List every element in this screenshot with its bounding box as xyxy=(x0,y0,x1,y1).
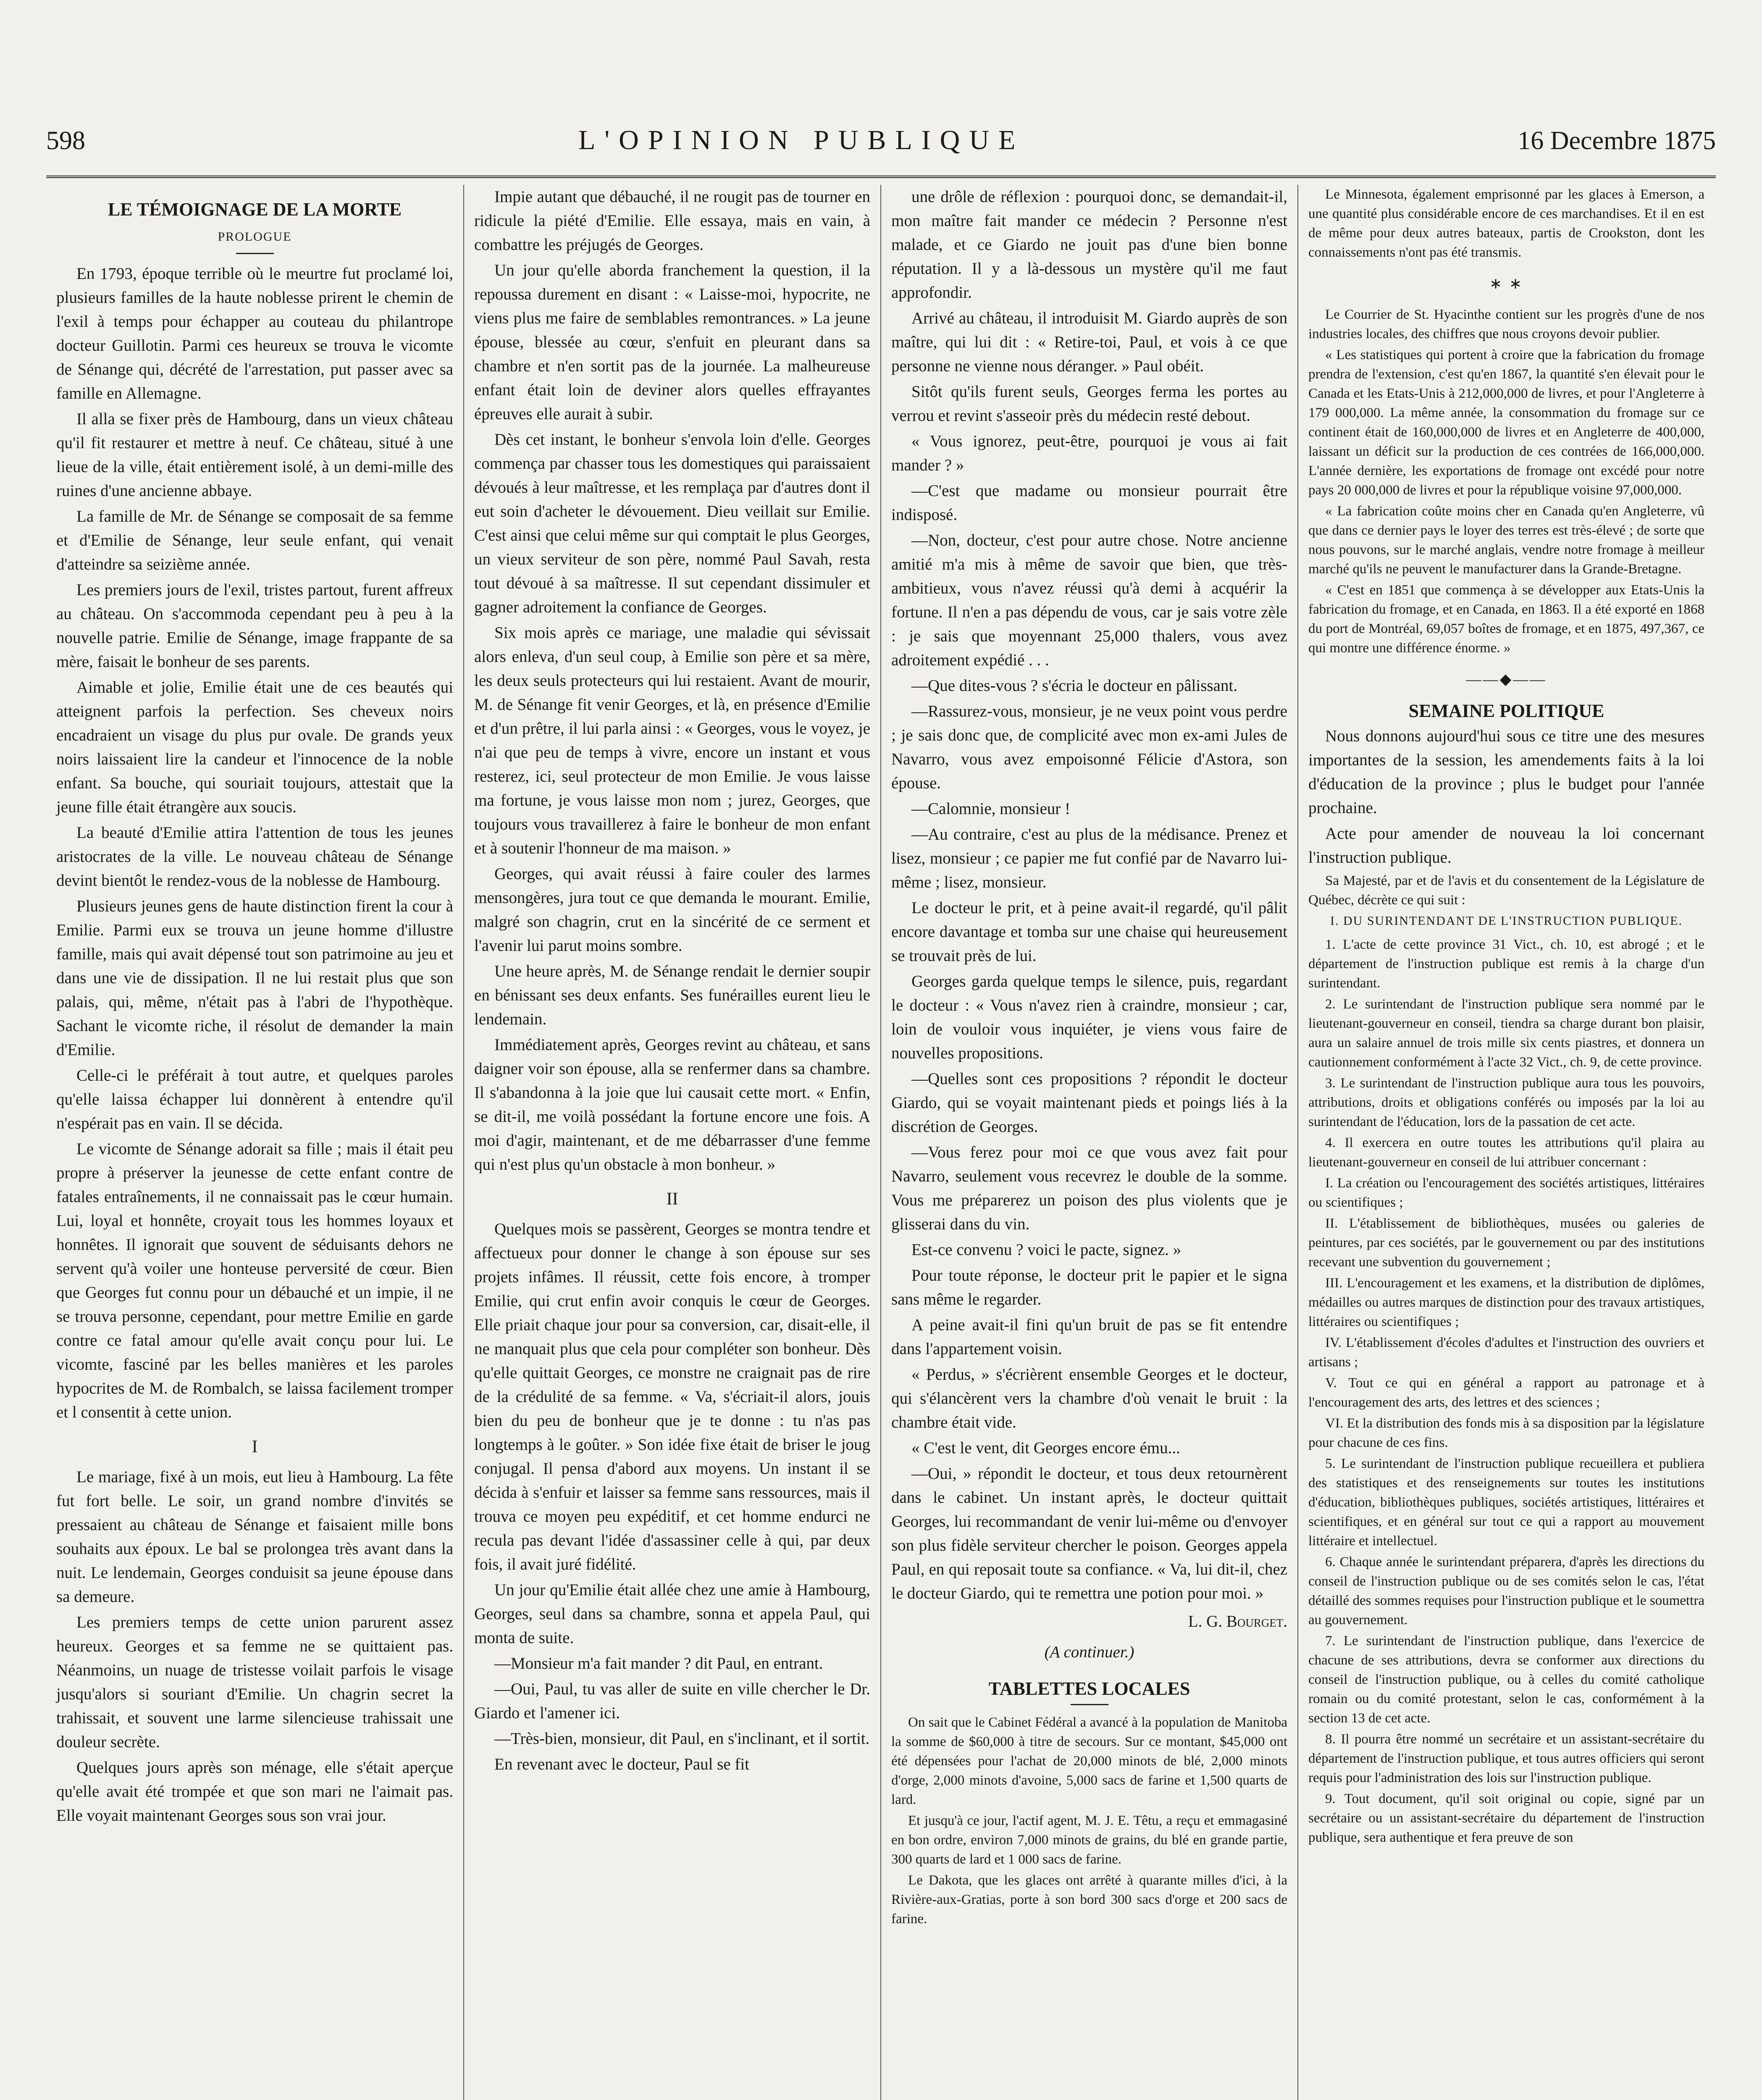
column-1 xyxy=(46,185,463,2100)
paragraph: En 1793, époque terrible où le meurtre fut proclamé loi, plusieurs familles de la haute noblesse prirent le chemin de l'exil à temps pour échapper au couteau du philantrope docteur Guillotin. Parmi ces heureux se trouva le vicomte de Sénange qui, décrété de l'arrestation, put passer avec sa famille en Allemagne. xyxy=(56,265,453,402)
article-item: VI. Et la distribution des fonds mis à sa disposition par la législature pour chacune de ces fins. xyxy=(1308,1416,1704,1450)
divider xyxy=(1071,1704,1108,1705)
paragraph: —Monsieur m'a fait mander ? dit Paul, en entrant. xyxy=(494,1654,823,1672)
article: 6. Chaque année le surintendant préparera, d'après les directions du conseil de l'instruction publique ou de ses comités selon le cas, l'état détaillé des sommes requises pour l'instruction publique et le soumettra au gouvernement. xyxy=(1308,1554,1704,1628)
paragraph: Le Minnesota, également emprisonné par les glaces à Emerson, a une quantité plus considérable encore de ces marchandises. Et il en est de même pour deux autres bateaux, partis de Crookston, dont les connaissements n'ont pas été transmis. xyxy=(1308,187,1704,260)
paragraph: « Vous ignorez, peut-être, pourquoi je vous ai fait mander ? » xyxy=(891,432,1287,474)
article-item: III. L'encouragement et les examens, et la distribution de diplômes, médailles ou autres marques de distinction pour des travaux artistiques, littéraires ou scientifiques ; xyxy=(1308,1276,1704,1329)
paragraph: « C'est en 1851 que commença à se développer aux Etats-Unis la fabrication du fromage, et en Canada, en 1863. Il a été exporté en 1868 du port de Montréal, 69,057 boîtes de fromage, et en 1875, 497,367, ce qui montre une différence énorme. » xyxy=(1308,583,1704,656)
paragraph: On sait que le Cabinet Fédéral a avancé à la population de Manitoba la somme de $60,000 à titre de secours. Sur ce montant, $45,000 ont été dépensées pour l'achat de 20,000 minots de blé, 2,000 minots d'orge, 2,000 minots d'avoine, 5,000 sacs de farine et 1,500 quarts de lard. xyxy=(891,1715,1287,1807)
chapter-number: II xyxy=(666,1189,678,1209)
paragraph: « La fabrication coûte moins cher en Canada qu'en Angleterre, vû que dans ce dernier pays le loyer des terres est très-élevé ; de sorte que nous pouvons, sur le marché anglais, vendre notre fromage à meilleur marché qu'ils ne peuvent le manufacturer dans la Grande-Bretagne. xyxy=(1308,504,1704,577)
columns xyxy=(46,185,1716,2100)
author-signature: L. G. Bourget. xyxy=(1188,1612,1287,1630)
ornament-divider-icon: ——◆—— xyxy=(1466,671,1547,688)
asterism-icon: ∗ ∗ xyxy=(1489,275,1524,292)
divider xyxy=(236,253,274,254)
paragraph: « C'est le vent, dit Georges encore ému... xyxy=(911,1439,1180,1457)
paragraph: Dès cet instant, le bonheur s'envola loin d'elle. Georges commença par chasser tous les domestiques qui paraissaient dévoués à leur maîtresse, et les remplaça par d'autres dont il eut soin d'acheter le dévouement. Dieu veillait sur Emilie. C'est ainsi que celui même sur qui comptait le plus Georges, un vieux serviteur de son père, nommé Paul Savah, resta tout dévoué à sa maîtresse. Il sut cependant dissimuler et gagner adroitement la confiance de Georges. xyxy=(474,430,870,616)
paragraph: Le docteur le prit, et à peine avait-il regardé, qu'il pâlit encore davantage et tomba sur une chaise qui heureusement se trouvait près de lui. xyxy=(891,899,1287,965)
paragraph: Georges, qui avait réussi à faire couler des larmes mensongères, jura tout ce que demanda le mourant. Emilie, malgré son chagrin, crut en la sincérité de ce serment et l'avenir lui parut moins sombre. xyxy=(474,865,870,955)
paragraph: Le vicomte de Sénange adorait sa fille ; mais il était peu propre à préserver la jeunesse de cette enfant contre de fatales entraînements, il ne connaissait pas le cœur humain. Lui, loyal et honnête, croyait tous les hommes loyaux et honnêtes. Il ignorait que souvent de séduisants dehors ne servent qu'à voiler une honteuse perversité de cœur. Bien que Georges fut connu pour un débauché et un impie, il ne se trouva personne, cependant, pour mettre Emilie en garde contre ce fatal amour qu'elle avait conçu pour lui. Le vicomte, fasciné par les belles manières et les paroles hypocrites de M. de Rombalch, se laissa facilement tromper et l consentit à cette union. xyxy=(56,1140,453,1421)
paragraph: Impie autant que débauché, il ne rougit pas de tourner en ridicule la piété d'Emilie. Elle essaya, mais en vain, à combattre les préjugés de Georges. xyxy=(474,188,870,254)
paragraph: —Vous ferez pour moi ce que vous avez fait pour Navarro, seulement vous recevrez le double de la somme. Vous me préparerez un poison des plus violents que je glisserai dans du vin. xyxy=(891,1143,1287,1233)
story-title: LE TÉMOIGNAGE DE LA MORTE xyxy=(108,199,402,220)
paragraph: Un jour qu'elle aborda franchement la question, il la repoussa durement en disant : « Laisse-moi, hypocrite, ne viens plus me faire de semblables remontrances. » La jeune épouse, blessée au cœur, s'enfuit en pleurant dans sa chambre et n'en sortit pas de la journée. La malheureuse enfant était loin de deviner alors quelles effrayantes épreuves elle aurait à subir. xyxy=(474,261,870,423)
article: 9. Tout document, qu'il soit original ou copie, signé par un secrétaire ou un assistant-secrétaire du département de l'instruction publique, sera authentique et fera preuve de son xyxy=(1308,1791,1704,1845)
paragraph: —Très-bien, monsieur, dit Paul, en s'inclinant, et il sortit. xyxy=(494,1730,870,1748)
paragraph: Le mariage, fixé à un mois, eut lieu à Hambourg. La fête fut fort belle. Le soir, un grand nombre d'invités se pressaient au château de Sénange et faisaient mille bons souhaits aux époux. Le bal se prolongea très avant dans la nuit. Le lendemain, Georges conduisit sa jeune épouse dans sa demeure. xyxy=(56,1468,453,1606)
section-title-semaine: SEMAINE POLITIQUE xyxy=(1408,701,1604,721)
paragraph: « Les statistiques qui portent à croire que la fabrication du fromage prendra de l'extension, c'est qu'en 1867, la quantité s'en élevait pour le Canada et les Etats-Unis à 212,000,000 de livres, et pour l'Angleterre à 179 000,000. La même année, la consommation du fromage sur ce continent était de 160,000,000 de livres et en Angleterre de 400,000, laissant un déficit sur la production de ces contrées de 166,000,000. L'année dernière, les exportations de fromage ont excédé pour notre pays 20 000,000 de livres et pour la république voisine 97,000,000. xyxy=(1308,347,1704,498)
paragraph: La famille de Mr. de Sénange se composait de sa femme et d'Emilie de Sénange, leur seule enfant, qui venait d'atteindre sa seizième année. xyxy=(56,507,453,573)
paragraph: —Oui, Paul, tu vas aller de suite en ville chercher le Dr. Giardo et l'amener ici. xyxy=(474,1680,870,1722)
paragraph: Quelques mois se passèrent, Georges se montra tendre et affectueux pour donner le change à son épouse sur ses projets infâmes. Il réussit, cette fois encore, à tromper Emilie, qui crut enfin avoir conquis le cœur de Georges. Elle priait chaque jour pour sa conversion, car, disait-elle, il ne manquait plus que cela pour compléter son bonheur. Dès qu'elle quittait Georges, ce monstre ne craignait pas de rire de la crédulité de sa femme. « Va, s'écriait-il alors, jouis bien du peu de bonheur que je te donne : tu n'as pas longtemps à le goûter. » Son idée fixe était de briser le joug conjugal. Il pensa d'abord aux moyens. Un instant il se décida à s'enfuir et laisser sa femme sans ressources, mais il trouva ce moyen peu expéditif, et cet homme endurci ne recula pas devant l'idée d'assassiner celle à qui, par deux fois, il avait juré fidélité. xyxy=(474,1220,870,1573)
header-rule xyxy=(46,176,1716,178)
paragraph: Les premiers temps de cette union parurent assez heureux. Georges et sa femme ne se quittaient pas. Néanmoins, un nuage de tristesse voilait parfois le visage jusqu'alors si souriant d'Emilie. Un chagrin secret la trahissait, et souvent une larme silencieuse trahissait une douleur secrète. xyxy=(56,1613,453,1751)
article: 1. L'acte de cette province 31 Vict., ch. 10, est abrogé ; et le département de l'instruction publique est remis à la charge d'un surintendant. xyxy=(1308,937,1704,991)
paragraph: La beauté d'Emilie attira l'attention de tous les jeunes aristocrates de la ville. Le nouveau château de Sénange devint bientôt le rendez-vous de la noblesse de Hambourg. xyxy=(56,824,453,890)
paragraph: —Non, docteur, c'est pour autre chose. Notre ancienne amitié m'a mis à même de savoir que bien, que très-ambitieux, vous n'avez réussi qu'à demi à acquérir la fortune. Il n'en a pas dépendu de vous, car je sais votre zèle : je sais que moyennant 25,000 thalers, vous avez adroitement expédié . . . xyxy=(891,531,1287,669)
column-3 xyxy=(880,185,1297,2100)
journal-title: L'OPINION PUBLIQUE xyxy=(578,125,1025,155)
issue-date: 16 Decembre 1875 xyxy=(1518,126,1716,155)
paragraph: Il alla se fixer près de Hambourg, dans un vieux château qu'il fit restaurer et mettre à neuf. Ce château, situé à une lieue de la ville, était entièrement isolé, à un demi-mille des ruines d'une ancienne abbaye. xyxy=(56,410,453,500)
paragraph: —Calomnie, monsieur ! xyxy=(911,800,1071,818)
article: 2. Le surintendant de l'instruction publique sera nommé par le lieutenant-gouverneur en conseil, tiendra sa charge durant bon plaisir, aura un salaire annuel de trois mille six cents piastres, et donnera un cautionnement conformément à l'acte 32 Vict., ch. 9, de cette province. xyxy=(1308,997,1704,1070)
article-item: II. L'établissement de bibliothèques, musées ou galeries de peintures, par ces sociétés, par le gouvernement ou par des institutions recevant une subvention du gouvernement ; xyxy=(1308,1216,1704,1270)
paragraph: En revenant avec le docteur, Paul se fit xyxy=(494,1755,750,1773)
article: 5. Le surintendant de l'instruction publique recueillera et publiera des statistiques et des renseignements sur toutes les institutions d'éducation, bibliothèques publiques, sociétés artistiques, littéraires et scientifiques, et en général sur tout ce qui a rapport au mouvement littéraire et intellectuel. xyxy=(1308,1456,1704,1549)
column-2 xyxy=(463,185,880,2100)
paragraph: Quelques jours après son ménage, elle s'était aperçue qu'elle avait été trompée et que son mari ne l'aimait pas. Elle voyait maintenant Georges sous son vrai jour. xyxy=(56,1759,453,1824)
tablettes-body xyxy=(891,1713,1287,1929)
paragraph: Pour toute réponse, le docteur prit le papier et le signa sans même le regarder. xyxy=(891,1266,1287,1308)
paragraph: Les premiers jours de l'exil, tristes partout, furent affreux au château. On s'accommoda cependant peu à peu à la nouvelle patrie. Emilie de Sénange, image frappante de sa mère, faisait le bonheur de ses parents. xyxy=(56,581,453,671)
paragraph: —Oui, » répondit le docteur, et tous deux retournèrent dans le cabinet. Un instant après, le docteur quittait Georges, lui recommandant de venir lui-même ou d'envoyer son plus fidèle serviteur chercher le poison. Georges appela Paul, en qui reposait toute sa confiance. « Va, lui dit-il, chez le docteur Giardo, qui te remettra une potion pour moi. » xyxy=(891,1465,1287,1602)
article-item: V. Tout ce qui en général a rapport au patronage et à l'encouragement des arts, des lettres et des sciences ; xyxy=(1308,1376,1704,1410)
paragraph: Le Dakota, que les glaces ont arrêté à quarante milles d'ici, à la Rivière-aux-Gratias, porte à son bord 300 sacs d'orge et 200 sacs de farine. xyxy=(891,1873,1287,1927)
paragraph: Une heure après, M. de Sénange rendait le dernier soupir en bénissant ses deux enfants. Ses funérailles eurent lieu le lendemain. xyxy=(474,962,870,1028)
prologue-label: PROLOGUE xyxy=(218,230,292,244)
article-item: I. La création ou l'encouragement des sociétés artistiques, littéraires ou scientifiques ; xyxy=(1308,1176,1704,1210)
chapter-number: I xyxy=(252,1437,258,1457)
paragraph: Six mois après ce mariage, une maladie qui sévissait alors enleva, d'un seul coup, à Emilie son père et sa mère, les deux seuls protecteurs qui lui restaient. Avant de mourir, M. de Sénange fit venir Georges, et là, en présence d'Emilie et d'un prêtre, il lui parla ainsi : « Georges, vous le voyez, je n'ai que peu de temps à vivre, encore un instant et vous resterez, ici, seul protecteur de mon Emilie. Je vous laisse ma fortune, je vous laisse mon nom ; jurez, Georges, que toujours vous travaillerez à faire le bonheur de mon enfant et à soutenir l'honneur de ma maison. » xyxy=(474,624,870,857)
paragraph: Nous donnons aujourd'hui sous ce titre une des mesures importantes de la session, les amendements faits à la loi d'éducation de la province ; plus le budget pour l'année prochaine. xyxy=(1308,727,1704,817)
paragraph: Sa Majesté, par et de l'avis et du consentement de la Législature de Québec, décrète ce qui suit : xyxy=(1308,873,1704,908)
paragraph: Celle-ci le préférait à tout autre, et quelques paroles qu'elle laissa échapper lui donnèrent à entendre qu'il n'espérait pas en vain. Il se décida. xyxy=(56,1066,453,1132)
paragraph: —Rassurez-vous, monsieur, je ne veux point vous perdre ; je sais donc que, de complicité avec mon ex-ami Jules de Navarro, vous avez empoisonné Félicie d'Astora, son épouse. xyxy=(891,702,1287,792)
paragraph: Plusieurs jeunes gens de haute distinction firent la cour à Emilie. Parmi eux se trouva un jeune homme d'illustre famille, mais qui avait dépensé tout son patrimoine au jeu et dans une vie de dissipation. Il ne lui restait plus que son palais, qui, même, n'était pas à l'abri de l'hypothèque. Sachant le vicomte riche, il résolut de demander la main d'Emilie. xyxy=(56,897,453,1059)
paragraph: —Au contraire, c'est au plus de la médisance. Prenez et lisez, monsieur ; ce papier me fut confié par de Navarro lui-même ; lisez, monsieur. xyxy=(891,825,1287,891)
paragraph: Aimable et jolie, Emilie était une de ces beautés qui atteignent parfois la perfection. Ses cheveux noirs encadraient un visage du plus pur ovale. De grands yeux noirs laissaient lire la candeur et l'innocence de la noble enfant. Sa bouche, qui souriait toujours, attestait que la jeune fille était étrangère aux soucis. xyxy=(56,678,453,816)
to-be-continued: (A continuer.) xyxy=(1044,1643,1134,1661)
article: 7. Le surintendant de l'instruction publique, dans l'exercice de chacune de ses attributions, devra se conformer aux directions du conseil de l'instruction publique, ou à celles du comité catholique romain ou du comité protestant, selon le cas, conformément à la section 13 de cet acte. xyxy=(1308,1633,1704,1726)
act-subheading: I. DU SURINTENDANT DE L'INSTRUCTION PUBLIQUE. xyxy=(1330,914,1683,928)
section-title-tablettes: TABLETTES LOCALES xyxy=(988,1678,1190,1699)
page-number: 598 xyxy=(46,126,85,155)
paragraph: « Perdus, » s'écrièrent ensemble Georges et le docteur, qui s'élancèrent vers la chambre d'où venait le bruit : la chambre était vide. xyxy=(891,1365,1287,1431)
paragraph: Immédiatement après, Georges revint au château, et sans daigner voir son épouse, alla se renfermer dans sa chambre. Il s'abandonna à la joie que lui causait cette mort. « Enfin, se dit-il, me voilà possédant la fortune encore une fois. A moi d'agir, maintenant, et de me débarrasser d'une femme qui n'est plus qu'un obstacle à mon bonheur. » xyxy=(474,1036,870,1173)
paragraph: Le Courrier de St. Hyacinthe contient sur les progrès d'une de nos industries locales, des chiffres que nous croyons devoir publier. xyxy=(1308,307,1704,341)
article-item: IV. L'établissement d'écoles d'adultes et l'instruction des ouvriers et artisans ; xyxy=(1308,1335,1704,1370)
paragraph: A peine avait-il fini qu'un bruit de pas se fit entendre dans l'appartement voisin. xyxy=(891,1316,1287,1358)
paragraph: Est-ce convenu ? voici le pacte, signez. » xyxy=(911,1241,1182,1259)
article: 8. Il pourra être nommé un secrétaire et un assistant-secrétaire du département de l'instruction publique, et tous autres officiers qui seront requis pour l'administration des lois sur l'instruction publique. xyxy=(1308,1732,1704,1785)
paragraph: Un jour qu'Emilie était allée chez une amie à Hambourg, Georges, seul dans sa chambre, sonna et appela Paul, qui monta de suite. xyxy=(474,1581,870,1647)
article: 3. Le surintendant de l'instruction publique aura tous les pouvoirs, attributions, droits et obligations conférés ou imposés par la loi au surintendant de l'éducation, lors de la passation de cet acte. xyxy=(1308,1076,1704,1129)
paragraph: Georges garda quelque temps le silence, puis, regardant le docteur : « Vous n'avez rien à craindre, monsieur ; car, loin de vouloir vous inquiéter, je viens vous faire de nouvelles propositions. xyxy=(891,972,1287,1062)
paragraph: Arrivé au château, il introduisit M. Giardo auprès de son maître, qui lui dit : « Retire-toi, Paul, et vois à ce que personne ne vienne nous déranger. » Paul obéit. xyxy=(891,309,1287,375)
paragraph: Et jusqu'à ce jour, l'actif agent, M. J. E. Têtu, a reçu et emmagasiné en bon ordre, environ 7,000 minots de grains, du blé en grande partie, 300 quarts de lard et 1 000 sacs de farine. xyxy=(891,1813,1287,1867)
page-header xyxy=(46,124,1716,171)
paragraph: Acte pour amender de nouveau la loi concernant l'instruction publique. xyxy=(1308,824,1704,866)
paragraph: —Que dites-vous ? s'écria le docteur en pâlissant. xyxy=(911,677,1237,695)
paragraph: Sitôt qu'ils furent seuls, Georges ferma les portes au verrou et revint s'asseoir près du médecin resté debout. xyxy=(891,383,1287,425)
article: 4. Il exercera en outre toutes les attributions qu'il plaira au lieutenant-gouverneur en conseil de lui attribuer concernant : xyxy=(1308,1135,1704,1170)
paragraph: —Quelles sont ces propositions ? répondit le docteur Giardo, qui se voyait maintenant pieds et poings liés à la discrétion de Georges. xyxy=(891,1070,1287,1136)
paragraph: —C'est que madame ou monsieur pourrait être indisposé. xyxy=(891,482,1287,524)
column-4 xyxy=(1297,185,1715,2100)
paragraph: une drôle de réflexion : pourquoi donc, se demandait-il, mon maître fait mander ce médecin ? Personne n'est malade, et ce Giardo ne jouit pas d'une bien bonne réputation. Il y a là-dessous un mystère qu'il me faut approfondir. xyxy=(891,188,1287,302)
